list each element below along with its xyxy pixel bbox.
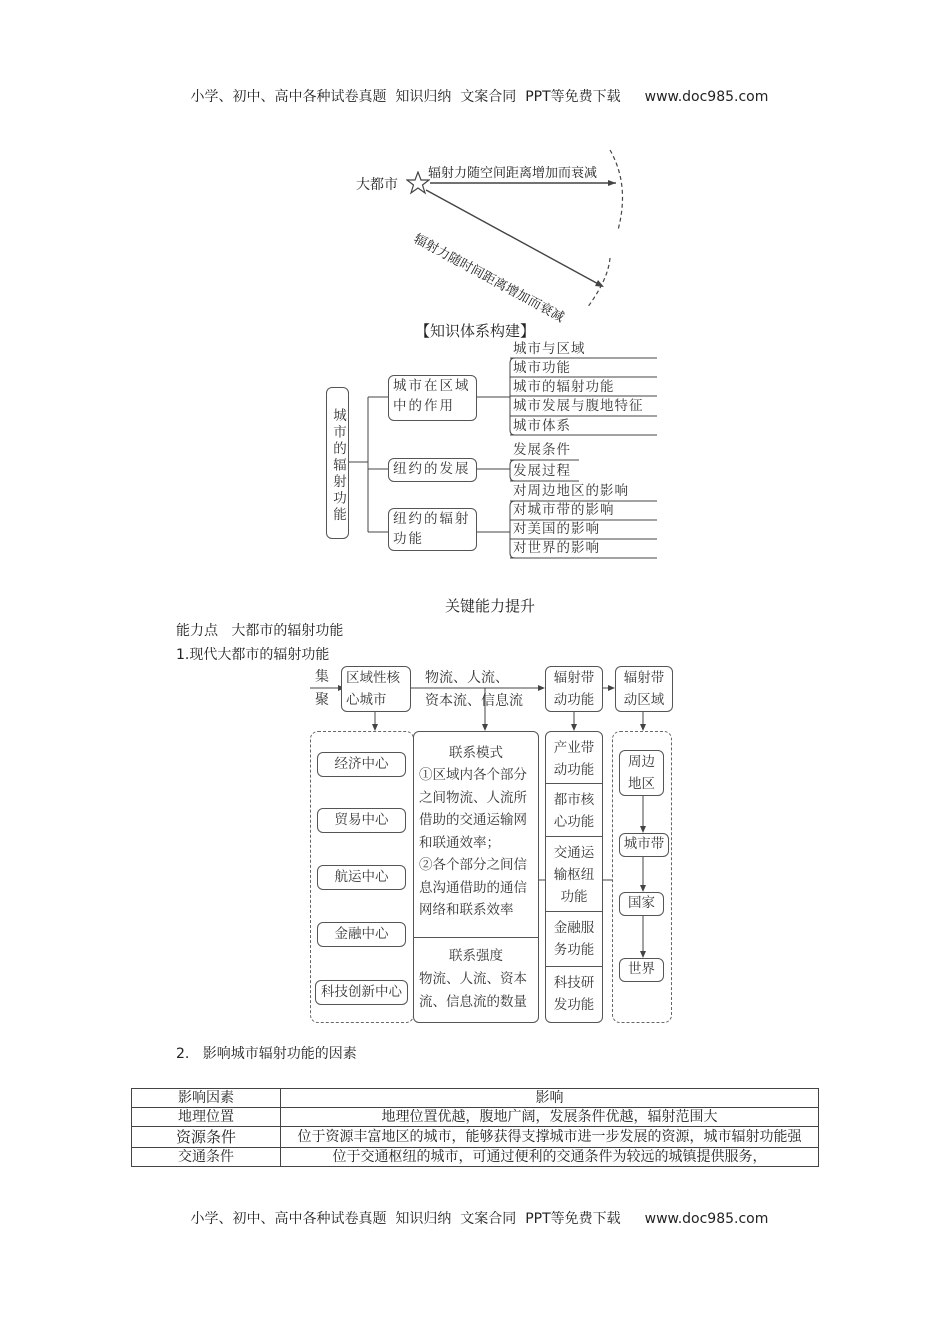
arrow-time-label: 辐射力随时间距离增加而衰减 bbox=[410, 231, 567, 326]
function-item: 交通运 输枢纽 功能 bbox=[546, 837, 602, 912]
effect-cell: 位于资源丰富地区的城市，能够获得支撑城市进一步发展的资源，城市辐射功能强 bbox=[281, 1127, 819, 1148]
branch-node-nyc-radiation bbox=[388, 508, 477, 551]
link-mode-line: ②各个部分之间信 bbox=[419, 857, 527, 873]
effect-cell: 地理位置优越，腹地广阔，发展条件优越，辐射范围大 bbox=[281, 1108, 819, 1127]
flows-label-1: 物流、人流、 bbox=[425, 670, 509, 686]
branch-node-nyc-development bbox=[388, 458, 477, 482]
core-city-node bbox=[341, 666, 411, 712]
function-item: 产业带 动功能 bbox=[546, 732, 602, 784]
divider bbox=[414, 937, 538, 938]
leaf-item: 城市的辐射功能 bbox=[513, 379, 615, 395]
link-mode-line: 之间物流、人流所 bbox=[419, 789, 527, 806]
footer-text: 小学、初中、高中各种试卷真题 知识归纳 文案合同 PPT等免费下载 bbox=[190, 1211, 621, 1227]
link-box bbox=[413, 731, 539, 1023]
flows-label-2: 资本流、信息流 bbox=[425, 693, 523, 709]
link-mode-line: 网络和联系效率 bbox=[419, 902, 514, 918]
node-text: 辐射带 bbox=[553, 670, 595, 686]
branch-node-city-role bbox=[388, 375, 477, 421]
link-strength-title: 联系强度 bbox=[449, 948, 503, 964]
function-item: 科技研 发功能 bbox=[553, 975, 595, 1013]
leaf-item: 城市体系 bbox=[513, 418, 571, 434]
link-mode-title: 联系模式 bbox=[449, 745, 503, 761]
gather-label-top: 集 bbox=[315, 669, 329, 685]
center-node: 科技创新中心 bbox=[315, 980, 408, 1005]
center-node: 金融中心 bbox=[317, 922, 406, 947]
center-node: 贸易中心 bbox=[317, 808, 406, 833]
leaf-item: 城市发展与腹地特征 bbox=[513, 398, 644, 414]
leaf-item: 对周边地区的影响 bbox=[513, 483, 629, 499]
root-node: 城市的辐射功能 bbox=[326, 387, 349, 539]
leaf-item: 城市与区域 bbox=[513, 341, 586, 357]
leaf-item: 发展过程 bbox=[513, 463, 571, 479]
branch-label: 纽约的辐射 bbox=[393, 511, 471, 527]
center-label: 大都市 bbox=[356, 177, 398, 193]
leaf-item: 发展条件 bbox=[513, 442, 571, 458]
node-text: 动区域 bbox=[623, 692, 665, 708]
factor-cell: 交通条件 bbox=[132, 1148, 281, 1167]
center-node: 经济中心 bbox=[317, 752, 406, 777]
node-text: 区域性核 bbox=[346, 670, 400, 686]
ability-point: 能力点 大都市的辐射功能 bbox=[176, 623, 344, 639]
flow-diagram bbox=[305, 665, 685, 1027]
node-text: 心城市 bbox=[346, 692, 387, 708]
functions-box bbox=[545, 731, 603, 1023]
link-mode-line: 和联通效率； bbox=[419, 834, 500, 851]
link-strength-line: 流、信息流的数量 bbox=[419, 994, 527, 1010]
link-strength-line: 物流、人流、资本 bbox=[419, 971, 527, 987]
branch-label: 功能 bbox=[393, 531, 424, 547]
section-1-title: 1.现代大都市的辐射功能 bbox=[176, 647, 330, 663]
factor-cell: 资源条件 bbox=[132, 1127, 281, 1148]
node-text: 辐射带 bbox=[623, 670, 665, 686]
leaf-item: 对世界的影响 bbox=[513, 540, 600, 556]
table-row bbox=[132, 1148, 819, 1167]
page-header bbox=[0, 70, 950, 106]
link-mode-line: 息沟通借助的通信 bbox=[419, 879, 527, 896]
effect-cell: 位于交通枢纽的城市，可通过便利的交通条件为较远的城镇提供服务， bbox=[281, 1148, 819, 1167]
tree-connectors bbox=[320, 340, 670, 565]
gather-label-bottom: 聚 bbox=[315, 692, 329, 708]
radiation-diagram bbox=[340, 140, 640, 326]
function-item: 金融服 务功能 bbox=[546, 912, 602, 967]
leaf-item: 对美国的影响 bbox=[513, 521, 600, 537]
center-node: 航运中心 bbox=[317, 865, 406, 890]
leaf-item: 对城市带的影响 bbox=[513, 502, 615, 518]
factor-cell: 地理位置 bbox=[132, 1108, 281, 1127]
footer-url[interactable]: www.doc985.com bbox=[644, 1211, 769, 1227]
table-row bbox=[132, 1108, 819, 1127]
header-text: 小学、初中、高中各种试卷真题 知识归纳 文案合同 PPT等免费下载 bbox=[190, 89, 621, 105]
key-ability-title: 关键能力提升 bbox=[444, 597, 535, 615]
area-node: 周边 地区 bbox=[619, 750, 664, 796]
leaf-item: 城市功能 bbox=[513, 360, 571, 376]
radiation-function-node bbox=[545, 666, 603, 712]
area-node: 世界 bbox=[619, 958, 664, 982]
function-item: 都市核 心功能 bbox=[546, 784, 602, 837]
node-text: 动功能 bbox=[553, 692, 595, 708]
header-url[interactable]: www.doc985.com bbox=[644, 89, 769, 105]
branch-label: 中的作用 bbox=[393, 398, 455, 414]
area-node: 城市带 bbox=[619, 833, 669, 857]
knowledge-title: 【知识体系构建】 bbox=[414, 322, 535, 340]
page-footer bbox=[0, 1192, 950, 1228]
link-mode-line: 借助的交通运输网 bbox=[419, 812, 527, 828]
area-node: 国家 bbox=[619, 892, 664, 916]
header-cell: 影响因素 bbox=[132, 1089, 281, 1108]
factors-table bbox=[131, 1088, 819, 1167]
table-header-row bbox=[132, 1089, 819, 1108]
link-mode-line: ①区域内各个部分 bbox=[419, 767, 527, 783]
header-cell: 影响 bbox=[281, 1089, 819, 1108]
branch-label: 城市在区域 bbox=[393, 378, 471, 394]
arrow-space-label: 辐射力随空间距离增加而衰减 bbox=[428, 166, 598, 181]
table-row bbox=[132, 1127, 819, 1148]
branch-label: 纽约的发展 bbox=[393, 461, 471, 477]
radiation-area-node bbox=[615, 666, 673, 712]
section-2-title: 2. 影响城市辐射功能的因素 bbox=[176, 1046, 357, 1062]
star-icon bbox=[406, 171, 430, 195]
knowledge-tree bbox=[320, 340, 670, 565]
